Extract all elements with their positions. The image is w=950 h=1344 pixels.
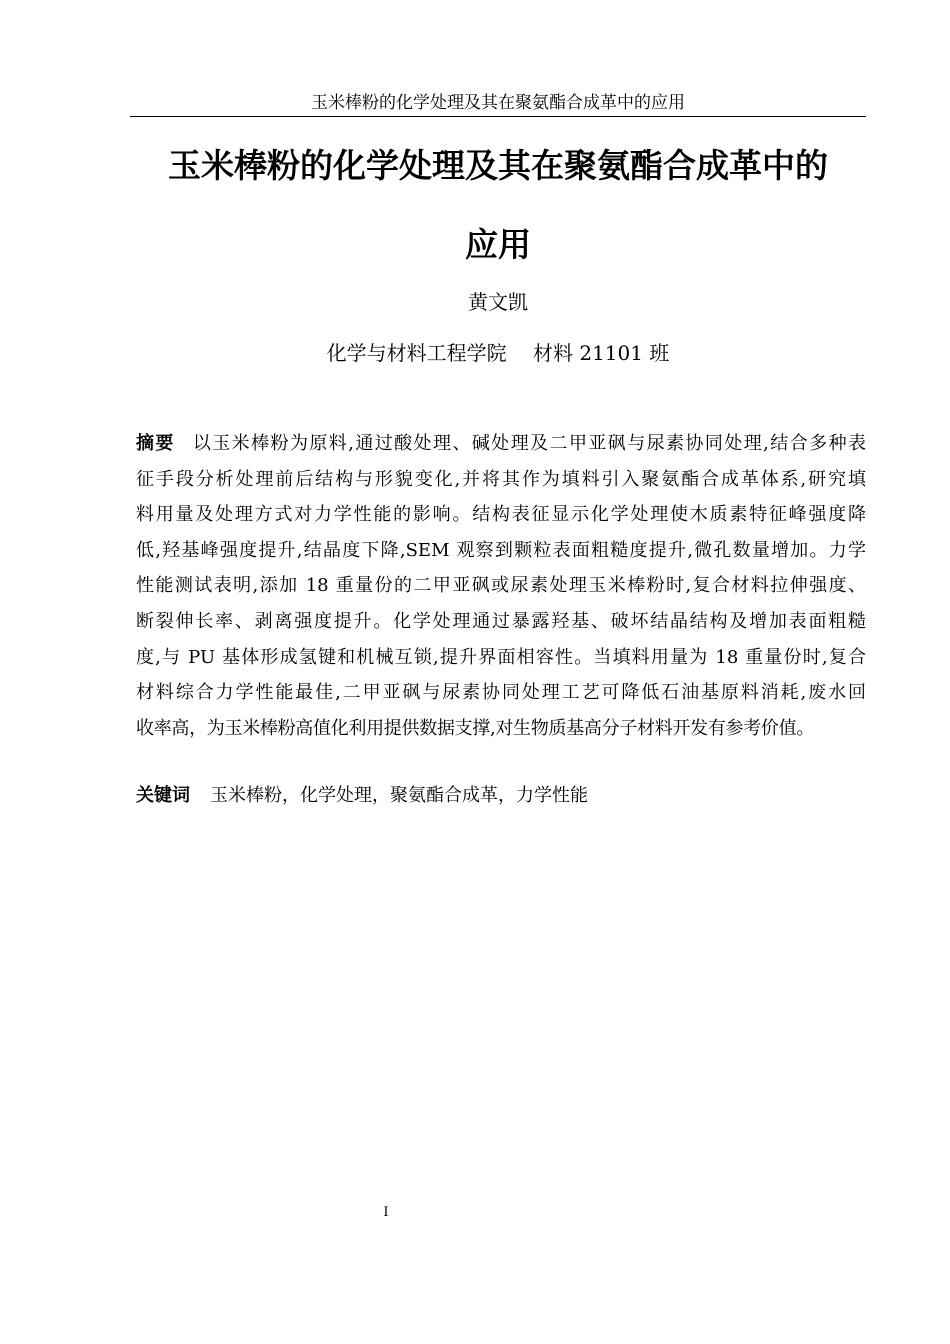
abstract-line: 收率高，为玉米棒粉高值化利用提供数据支撑,对生物质基高分子材料开发有参考价值。 <box>136 717 815 739</box>
running-header: 玉米棒粉的化学处理及其在聚氨酯合成革中的应用 <box>311 93 685 113</box>
abstract-line: 度,与 PU 基体形成氢键和机械互锁,提升界面相容性。当填料用量为 18 重量份时,复合 <box>136 646 866 668</box>
abstract-line: 低,羟基峰强度提升,结晶度下降,SEM 观察到颗粒表面粗糙度提升,微孔数量增加。力学 <box>136 539 866 561</box>
abstract-line: 征手段分析处理前后结构与形貌变化,并将其作为填料引入聚氨酯合成革体系,研究填 <box>136 468 866 490</box>
abstract-block <box>136 430 866 750</box>
keywords-label: 关键词 <box>136 785 190 806</box>
abstract-line <box>136 430 866 466</box>
paper-title-line-2: 应用 <box>465 225 531 264</box>
keywords-block <box>136 782 866 810</box>
abstract-label: 摘要 <box>136 433 175 454</box>
author-affiliation: 化学与材料工程学院 材料 21101 班 <box>326 341 670 365</box>
author-name: 黄文凯 <box>468 290 528 314</box>
abstract-line: 料用量及处理方式对力学性能的影响。结构表征显示化学处理使木质素特征峰强度降 <box>136 504 866 526</box>
abstract-line-text: 以玉米棒粉为原料,通过酸处理、碱处理及二甲亚砜与尿素协同处理,结合多种表 <box>192 433 866 454</box>
page-number: I <box>383 1205 389 1220</box>
abstract-line: 性能测试表明,添加 18 重量份的二甲亚砜或尿素处理玉米棒粉时,复合材料拉伸强度、 <box>136 575 866 597</box>
paper-title-line-1: 玉米棒粉的化学处理及其在聚氨酯合成革中的 <box>168 146 828 185</box>
header-divider <box>130 116 866 117</box>
abstract-line: 断裂伸长率、剥离强度提升。化学处理通过暴露羟基、破坏结晶结构及增加表面粗糙 <box>136 610 866 632</box>
keywords-text: 玉米棒粉，化学处理，聚氨酯合成革，力学性能 <box>210 785 588 806</box>
abstract-line: 材料综合力学性能最佳,二甲亚砜与尿素协同处理工艺可降低石油基原料消耗,废水回 <box>136 682 866 704</box>
